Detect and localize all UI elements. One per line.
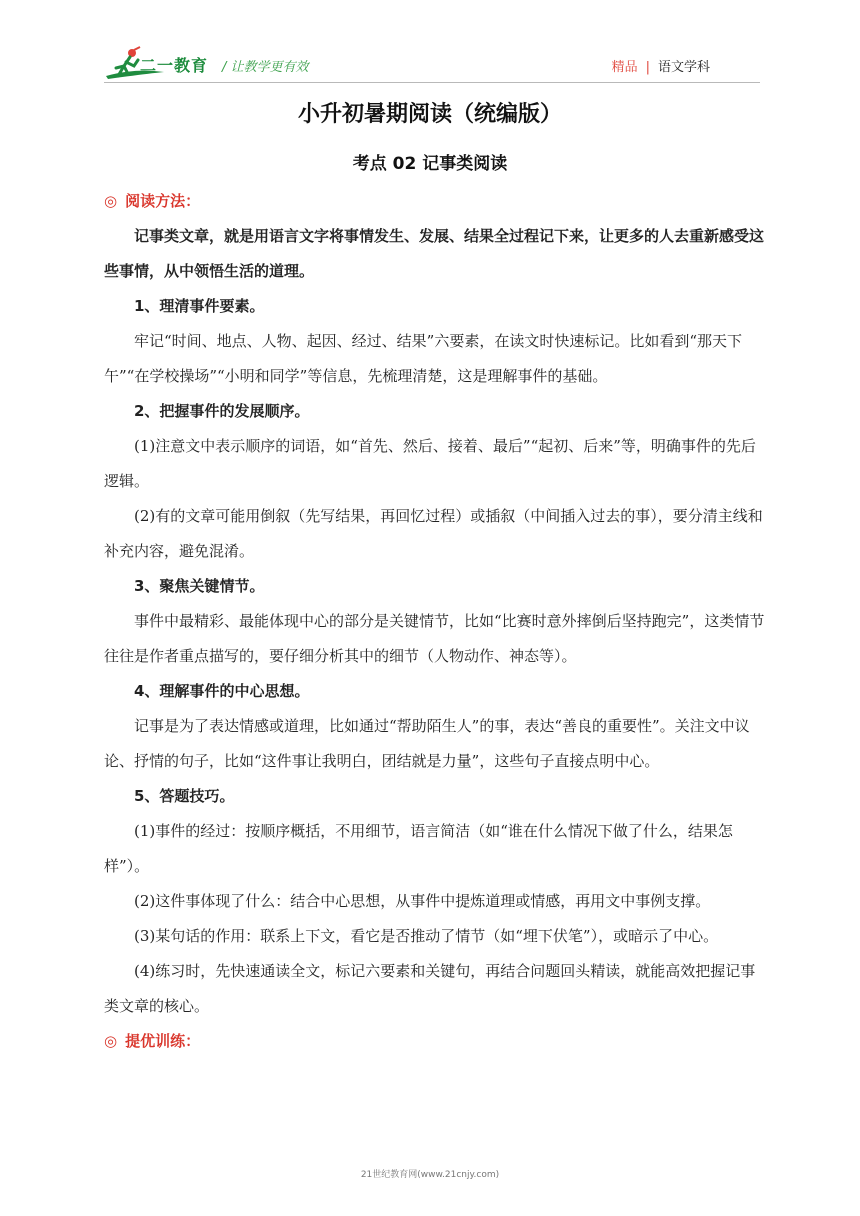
logo-text: 二一教育 [140, 56, 209, 75]
tag-separator: | [645, 60, 650, 75]
section-practice [104, 1024, 766, 1059]
intro-paragraph: 记事类文章，就是用语言文字将事情发生、发展、结果全过程记下来，让更多的人去重新感受这些事情，从中领悟生活的道理。 [104, 227, 765, 280]
page-subtitle: 考点 02 记事类阅读 [352, 154, 508, 174]
item-heading: 3、聚焦关键情节。 [134, 577, 265, 595]
section-label: 提优训练： [125, 1032, 201, 1050]
page-header [0, 0, 860, 90]
page-footer: 21世纪教育网(www.21cnjy.com) [360, 1170, 500, 1180]
item-paragraph: (1)注意文中表示顺序的词语，如“首先、然后、接着、最后”“起初、后来”等，明确事件的先后逻辑。 [104, 437, 756, 490]
slogan: / 让教学更有效 [222, 60, 309, 75]
item-heading: 4、理解事件的中心思想。 [134, 682, 310, 700]
section-reading-method [104, 184, 766, 219]
item-heading: 2、把握事件的发展顺序。 [134, 402, 310, 420]
item-paragraph: 牢记“时间、地点、人物、起因、经过、结果”六要素，在读文时快速标记。比如看到“那天下午”“在学校操场”“小明和同学”等信息，先梳理清楚，这是理解事件的基础。 [104, 332, 743, 385]
document-body [104, 184, 766, 1059]
page-title: 小升初暑期阅读（统编版） [297, 102, 562, 127]
section-label: 阅读方法： [125, 192, 201, 210]
circle-mark-icon: ◎ [104, 192, 118, 210]
item-paragraph: (4)练习时，先快速通读全文，标记六要素和关键句，再结合问题回头精读，就能高效把握记事类文章的核心。 [104, 962, 756, 1015]
item-paragraph: 事件中最精彩、最能体现中心的部分是关键情节，比如“比赛时意外摔倒后坚持跑完”，这类情节往往是作者重点描写的，要仔细分析其中的细节（人物动作、神态等）。 [104, 612, 765, 665]
subject-tag [612, 56, 710, 75]
subject-label: 语文学科 [657, 60, 710, 75]
item-heading: 5、答题技巧。 [134, 787, 235, 805]
item-paragraph: (3)某句话的作用：联系上下文，看它是否推动了情节（如“埋下伏笔”），或暗示了中心。 [134, 927, 719, 945]
circle-mark-icon: ◎ [104, 1032, 118, 1050]
item-paragraph: (1)事件的经过：按顺序概括，不用细节，语言简洁（如“谁在什么情况下做了什么，结果怎样”）。 [104, 822, 733, 875]
item-paragraph: (2)有的文章可能用倒叙（先写结果，再回忆过程）或插叙（中间插入过去的事），要分清主线和补充内容，避免混淆。 [104, 507, 763, 560]
item-paragraph: (2)这件事体现了什么：结合中心思想，从事件中提炼道理或情感，再用文中事例支撑。 [134, 892, 711, 910]
premium-label: 精品 [611, 60, 638, 75]
item-paragraph: 记事是为了表达情感或道理，比如通过“帮助陌生人”的事，表达“善良的重要性”。关注文中议论、抒情的句子，比如“这件事让我明白，团结就是力量”，这些句子直接点明中心。 [104, 717, 750, 770]
header-divider [104, 82, 760, 83]
item-heading: 1、理清事件要素。 [134, 297, 265, 315]
